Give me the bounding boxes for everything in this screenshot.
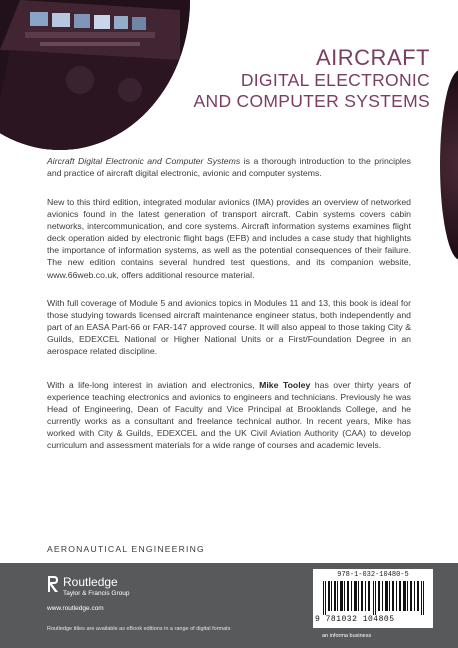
informa-label: an informa business bbox=[322, 633, 372, 639]
publisher-name: Routledge bbox=[63, 575, 118, 589]
blurb-paragraph-2 bbox=[47, 196, 411, 281]
title-line-3: AND COMPUTER SYSTEMS bbox=[193, 91, 430, 111]
routledge-logo-icon bbox=[47, 575, 59, 593]
barcode-panel bbox=[313, 569, 433, 628]
bio-text: has over thirty years of experience teaching electronics and avionics to engineers and technicians. Previously he was Head of Engineering, Dean of Faculty and Vice Principal at Brooklands College, and he currently works as a consultant and freelance technical author. In recent years, Mike has worked with City & Guilds, EDEXCEL and the UK Civil Aviation Authority (CAA) to develop curriculum and assessment materials for a wide range of courses and academic levels. bbox=[47, 380, 411, 451]
title-block bbox=[194, 46, 430, 112]
blurb-p3-text: With full coverage of Module 5 and avionics topics in Modules 11 and 13, this book is ideal for those studying towards licensed aircraft maintenance engineer status, both independently and part of an EASA Part-66 or FAR-147 approved course. It will also appeal to those taking City & Guilds, EDEXCEL National or Higher National Units or a First/Foundation Degree in an aerospace related discipline. bbox=[47, 298, 411, 357]
publisher-group: Taylor & Francis Group bbox=[63, 590, 130, 597]
blurb-paragraph-1 bbox=[47, 155, 411, 179]
title-line-2: DIGITAL ELECTRONIC bbox=[240, 70, 430, 90]
barcode-icon bbox=[323, 581, 427, 615]
book-title-italic: Aircraft Digital Electronic and Computer Systems bbox=[47, 156, 241, 166]
ean-digits: 9 781032 104805 bbox=[315, 615, 395, 624]
blurb-p1-text: is a thorough introduction to the principles and practice of aircraft digital electronic, avionic and computer systems. bbox=[47, 156, 412, 179]
subject-category: AERONAUTICAL ENGINEERING bbox=[47, 544, 205, 554]
publisher-url: www.routledge.com bbox=[47, 605, 104, 612]
isbn-number: 978-1-032-10480-5 bbox=[337, 571, 409, 579]
blurb-p2-text: New to this third edition, integrated modular avionics (IMA) provides an overview of networked avionics found in the latest generation of transport aircraft. Cabin systems covers cabin networks, intercommunication, and core systems. Aircraft information systems examines flight deck operation aided by electronic flight bags (EFB) and includes a case study that highlights the importance of information systems, as well as the potential consequences of their failure. The new edition contains several hundred test questions, and its companion website, www.66web.co.uk, offers additional resource material. bbox=[47, 197, 411, 280]
cockpit-illustration bbox=[0, 0, 190, 150]
publisher-footer bbox=[0, 563, 458, 648]
bio-intro: With a life-long interest in aviation and electronics, bbox=[47, 380, 260, 390]
author-bio bbox=[47, 379, 411, 452]
title-main: AIRCRAFT bbox=[316, 45, 430, 70]
cockpit-photo bbox=[0, 0, 190, 150]
decorative-arc bbox=[440, 70, 458, 260]
ebook-note: Routledge titles are available as eBook editions in a range of digital formats bbox=[47, 626, 231, 632]
blurb-paragraph-3 bbox=[47, 297, 411, 357]
author-name: Mike Tooley bbox=[259, 380, 311, 390]
